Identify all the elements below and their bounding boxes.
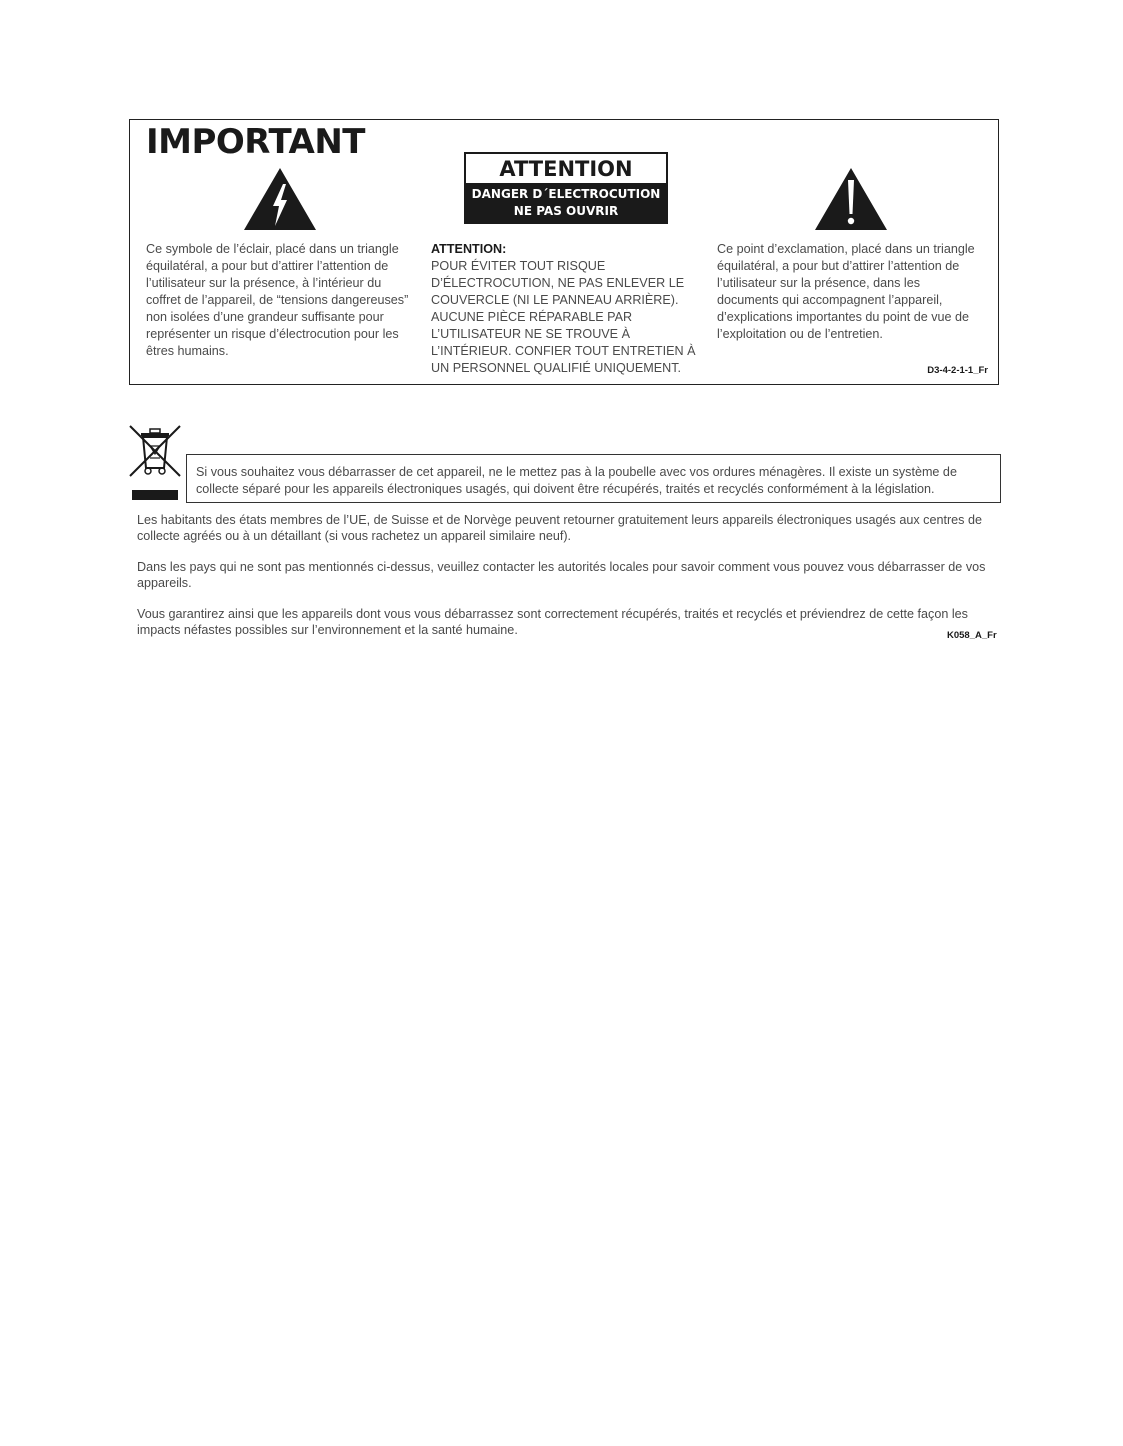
attention-label-line1: DANGER D´ELECTROCUTION	[471, 187, 661, 201]
exclamation-symbol-explanation: Ce point d’exclamation, placé dans un triangle équilatéral, a pour but d’attirer l’attention de l’utilisateur sur la présence, dans les documents qui accompagnent l’appareil, d’explications importantes du point de vue de l’exploitation ou de l’entretien.	[717, 242, 975, 341]
important-reference-code: D3-4-2-1-1_Fr	[927, 365, 988, 376]
important-title: IMPORTANT	[146, 122, 365, 162]
important-safety-box	[129, 119, 999, 385]
exclamation-warning-icon	[813, 166, 889, 232]
attention-caution-text	[431, 241, 703, 377]
weee-notice-box: Si vous souhaitez vous débarrasser de cet appareil, ne le mettez pas à la poubelle avec vos ordures ménagères. Il existe un système de collecte séparé pour les appareils électroniques usagés, qui doivent être récupérés, traités et recyclés conformément à la législation.	[186, 454, 1001, 503]
weee-paragraph-eu: Les habitants des états membres de l’UE, de Suisse et de Norvège peuvent retourner gratuitement leurs appareils électroniques usagés aux centres de collecte agréés ou à un détaillant (si vous rachetez un appareil similaire neuf).	[137, 513, 982, 543]
attention-label-line2: NE PAS OUVRIR	[513, 204, 619, 218]
weee-paragraph-environment: Vous garantirez ainsi que les appareils dont vous vous débarrassez sont correctement récupérés, traités et recyclés et préviendrez de cette façon les impacts néfastes possibles sur l’environnement et la santé humaine.	[137, 607, 968, 637]
attention-caution-body: POUR ÉVITER TOUT RISQUE D’ÉLECTROCUTION, NE PAS ENLEVER LE COUVERCLE (NI LE PANNEAU ARRIÈRE). AUCUNE PIÈCE RÉPARABLE PAR L’UTILISATEUR NE SE TROUVE À L’INTÉRIEUR. CONFIER TOUT ENTRETIEN À UN PERSONNEL QUALIFIÉ UNIQUEMENT.	[431, 259, 696, 375]
attention-warning-label	[464, 152, 668, 224]
weee-paragraph-other-countries: Dans les pays qui ne sont pas mentionnés ci-dessus, veuillez contacter les autorités locales pour savoir comment vous pouvez vous débarrasser de vos appareils.	[137, 560, 986, 590]
attention-label-title: ATTENTION	[466, 154, 666, 183]
lightning-warning-icon	[242, 166, 318, 232]
attention-caution-heading: ATTENTION:	[431, 242, 507, 256]
lightning-symbol-explanation: Ce symbole de l’éclair, placé dans un triangle équilatéral, a pour but d’attirer l’attention de l’utilisateur sur la présence, à l’intérieur du coffret de l’appareil, de “tensions dangereuses” non isolées d’une grandeur suffisante pour représenter un risque d’électrocution pour les êtres humains.	[146, 242, 409, 358]
crossed-out-bin-icon	[128, 424, 182, 502]
weee-reference-code: K058_A_Fr	[947, 630, 997, 641]
